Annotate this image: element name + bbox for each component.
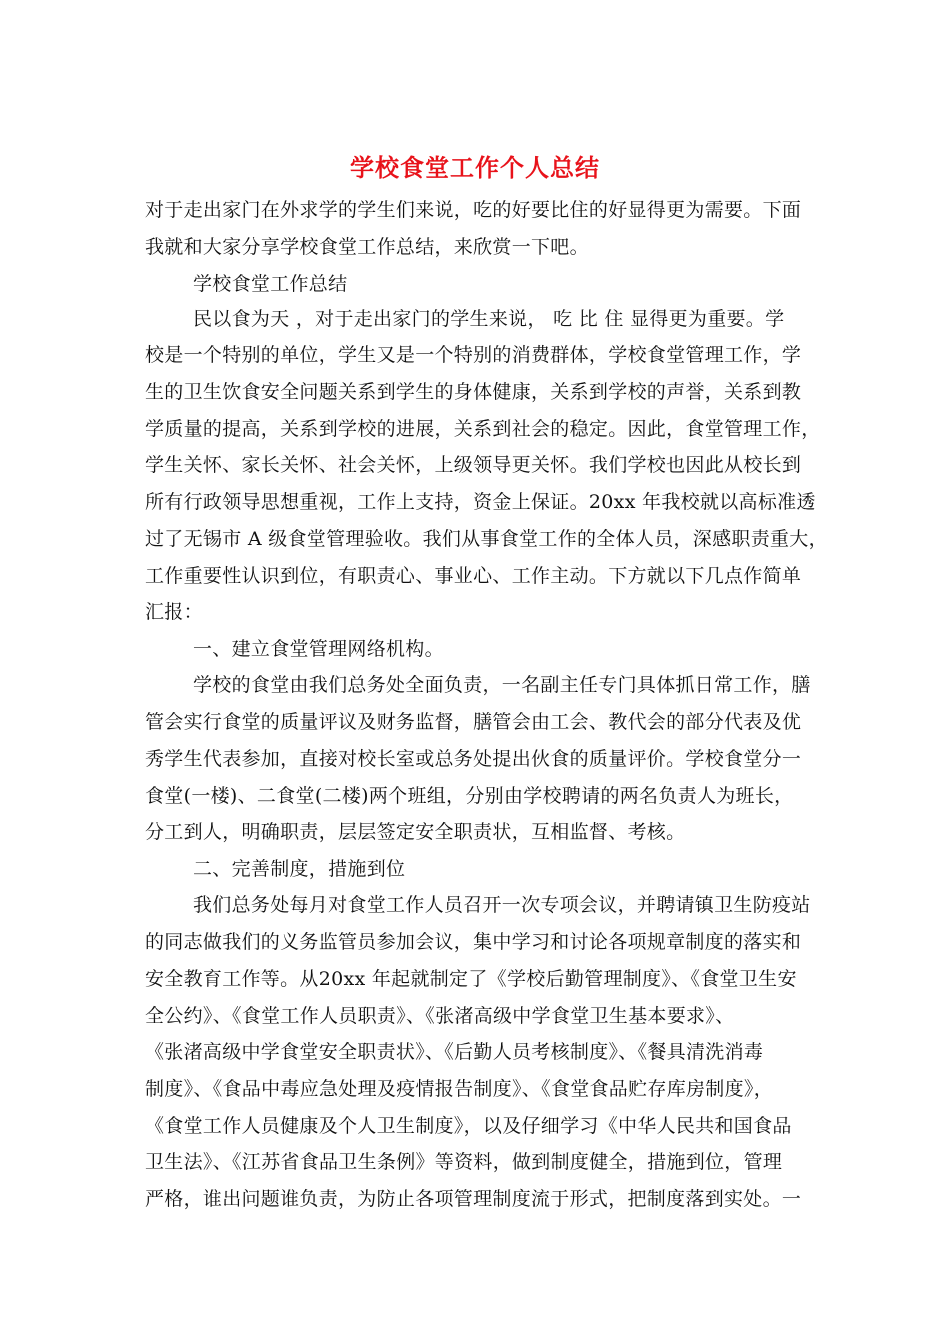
paragraph-line: 学质量的提高，关系到学校的进展，关系到社会的稳定。因此，食堂管理工作， — [145, 418, 821, 440]
paragraph-line: 秀学生代表参加，直接对校长室或总务处提出伙食的质量评价。学校食堂分一 — [145, 748, 802, 770]
paragraph-line: 管会实行食堂的质量评议及财务监督，膳管会由工会、教代会的部分代表及优 — [145, 711, 802, 733]
paragraph-line: 制度》、《食品中毒应急处理及疫情报告制度》、《食堂食品贮存库房制度》， — [145, 1078, 774, 1100]
paragraph-line: 全公约》、《食堂工作人员职责》、《张渚高级中学食堂卫生基本要求》、 — [145, 1005, 735, 1027]
paragraph-line: 分工到人，明确职责，层层签定安全职责状，互相监督、考核。 — [145, 821, 686, 843]
paragraph-line: 《张渚高级中学食堂安全职责状》、《后勤人员考核制度》、《餐具清洗消毒 — [145, 1041, 764, 1063]
paragraph-line: 生的卫生饮食安全问题关系到学生的身体健康，关系到学校的声誉，关系到教 — [145, 381, 802, 403]
paragraph-line: 《食堂工作人员健康及个人卫生制度》，以及仔细学习《中华人民共和国食品 — [145, 1115, 792, 1137]
paragraph-line: 汇报： — [145, 601, 203, 623]
paragraph-line: 校是一个特别的单位，学生又是一个特别的消费群体，学校食堂管理工作，学 — [145, 344, 802, 366]
paragraph-line: 安全教育工作等。从20xx 年起就制定了《学校后勤管理制度》、《食堂卫生安 — [145, 968, 797, 990]
document-title: 学校食堂工作个人总结 — [350, 153, 600, 182]
paragraph-line: 对于走出家门在外求学的学生们来说，吃的好要比住的好显得更为需要。下面 — [145, 199, 802, 221]
paragraph-line: 过了无锡市 A 级食堂管理验收。我们从事食堂工作的全体人员，深感职责重大， — [145, 528, 828, 550]
paragraph-line: 我们总务处每月对食堂工作人员召开一次专项会议，并聘请镇卫生防疫站 — [193, 894, 811, 916]
paragraph-line: 民以食为天 ，对于走出家门的学生来说， 吃 比 住 显得更为重要。学 — [193, 308, 785, 330]
paragraph-line: 学生关怀、家长关怀、社会关怀，上级领导更关怀。我们学校也因此从校长到 — [145, 454, 802, 476]
paragraph-line: 学校的食堂由我们总务处全面负责，一名副主任专门具体抓日常工作，膳 — [193, 674, 811, 696]
section-heading: 一、建立食堂管理网络机构。 — [193, 638, 444, 660]
section-heading: 二、完善制度，措施到位 — [193, 858, 406, 880]
paragraph-line: 食堂(一楼)、二食堂(二楼)两个班组，分别由学校聘请的两名负责人为班长， — [145, 785, 794, 807]
paragraph-line: 我就和大家分享学校食堂工作总结，来欣赏一下吧。 — [145, 236, 589, 258]
paragraph-line: 的同志做我们的义务监管员参加会议，集中学习和讨论各项规章制度的落实和 — [145, 931, 802, 953]
paragraph-line: 卫生法》、《江苏省食品卫生条例》等资料，做到制度健全，措施到位，管理 — [145, 1151, 783, 1173]
section-heading: 学校食堂工作总结 — [193, 273, 348, 295]
paragraph-line: 工作重要性认识到位，有职责心、事业心、工作主动。下方就以下几点作简单 — [145, 565, 802, 587]
paragraph-line: 严格，谁出问题谁负责，为防止各项管理制度流于形式，把制度落到实处。一 — [145, 1188, 802, 1210]
paragraph-line: 所有行政领导思想重视，工作上支持，资金上保证。20xx 年我校就以高标准透 — [145, 491, 816, 513]
